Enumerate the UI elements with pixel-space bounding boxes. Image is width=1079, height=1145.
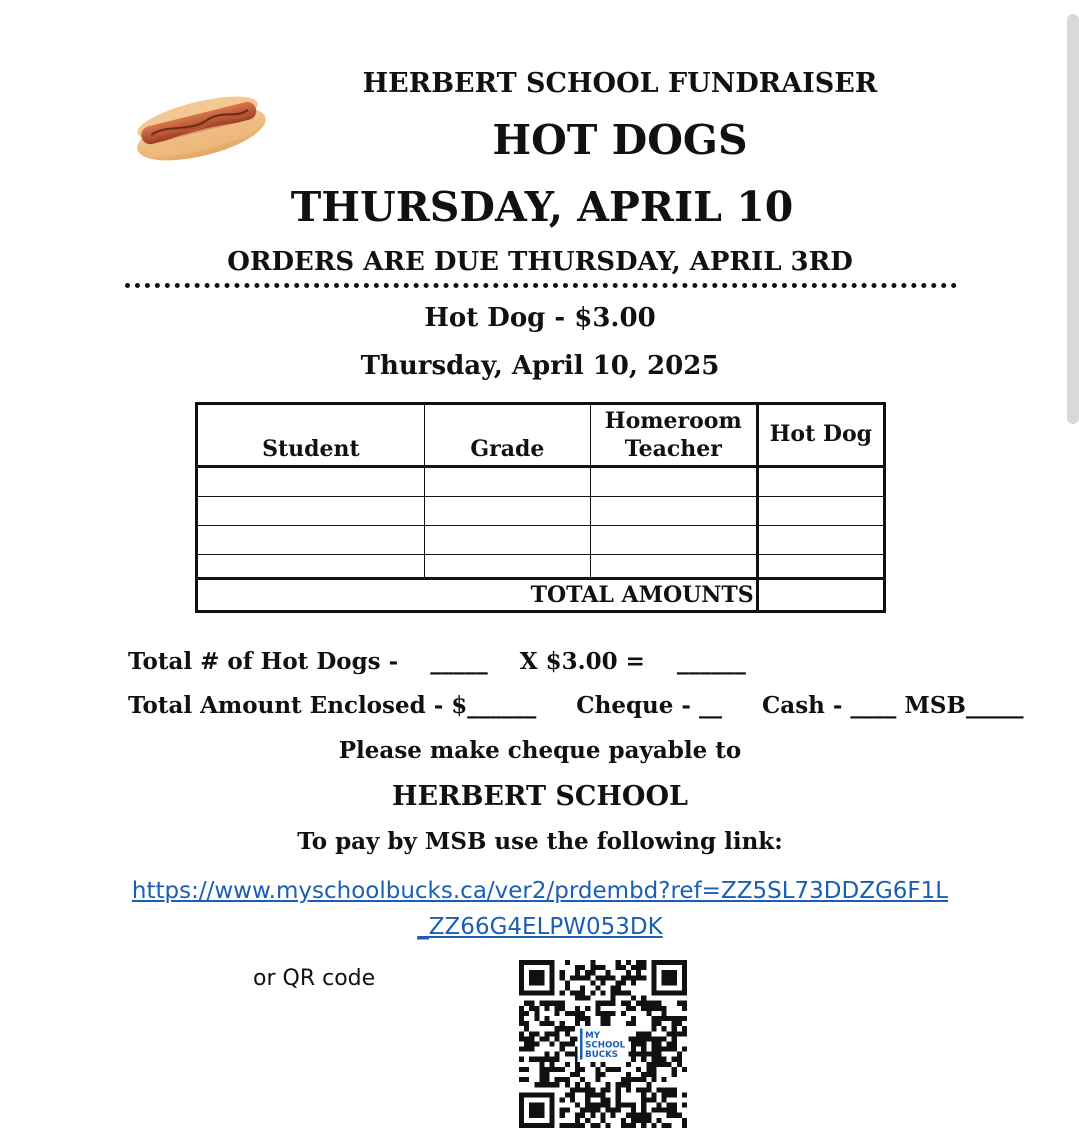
header-homeroom-line1: Homeroom	[604, 408, 742, 434]
table-row	[197, 526, 885, 555]
cell-teacher[interactable]	[590, 555, 757, 579]
table-row	[197, 467, 885, 497]
header-grade: Grade	[424, 404, 590, 467]
cheque-note: Please make cheque payable to	[338, 737, 742, 764]
cell-grade[interactable]	[424, 526, 590, 555]
total-row	[197, 579, 885, 612]
qr-logo-my: MY	[585, 1030, 601, 1041]
payee-name: HERBERT SCHOOL	[392, 781, 688, 812]
cell-hot-dog[interactable]	[757, 555, 884, 579]
cell-hot-dog[interactable]	[757, 467, 884, 497]
qr-logo-school: SCHOOL	[585, 1040, 626, 1051]
msb-note: To pay by MSB use the following link:	[297, 828, 783, 855]
header-student: Student	[197, 404, 425, 467]
cell-grade[interactable]	[424, 555, 590, 579]
total-amount-enclosed-line: Total Amount Enclosed - $______ Cheque - __ Cash - ____ MSB_____	[128, 692, 1024, 719]
hotdog-icon	[128, 78, 270, 170]
qr-logo-bucks: BUCKS	[585, 1050, 619, 1061]
table-row	[197, 497, 885, 526]
cell-hot-dog[interactable]	[757, 497, 884, 526]
cell-teacher[interactable]	[590, 526, 757, 555]
qr-code-icon[interactable]	[519, 960, 687, 1128]
header-due-date: ORDERS ARE DUE THURSDAY, APRIL 3RD	[227, 247, 853, 277]
table-row	[197, 555, 885, 579]
cell-hot-dog[interactable]	[757, 526, 884, 555]
header-homeroom-line2: Teacher	[624, 436, 722, 462]
cell-student[interactable]	[197, 526, 425, 555]
msb-link-line2[interactable]: _ZZ66G4ELPW053DK	[417, 914, 663, 940]
cell-student[interactable]	[197, 555, 425, 579]
cell-grade[interactable]	[424, 497, 590, 526]
dotted-divider	[125, 283, 957, 288]
cell-teacher[interactable]	[590, 497, 757, 526]
header-hot-dogs: HOT DOGS	[492, 116, 748, 164]
header-homeroom-teacher	[590, 404, 757, 467]
scrollbar[interactable]	[1067, 14, 1079, 424]
header-fundraiser: HERBERT SCHOOL FUNDRAISER	[362, 68, 878, 99]
order-table	[195, 402, 886, 613]
total-amounts-label: TOTAL AMOUNTS	[197, 579, 758, 612]
table-header-row	[197, 404, 885, 467]
cell-student[interactable]	[197, 467, 425, 497]
price-line: Hot Dog - $3.00	[424, 303, 656, 333]
header-event-date: THURSDAY, APRIL 10	[290, 183, 794, 231]
header-hot-dog: Hot Dog	[757, 404, 884, 467]
msb-link-line1[interactable]: https://www.myschoolbucks.ca/ver2/prdembd?ref=ZZ5SL73DDZG6F1L	[131, 878, 949, 904]
qr-label: or QR code	[253, 966, 376, 991]
total-hot-dogs-line: Total # of Hot Dogs - _____ X $3.00 = ______	[128, 648, 746, 675]
total-amounts-cell[interactable]	[757, 579, 884, 612]
date-line: Thursday, April 10, 2025	[360, 351, 720, 381]
cell-grade[interactable]	[424, 467, 590, 497]
cell-teacher[interactable]	[590, 467, 757, 497]
cell-student[interactable]	[197, 497, 425, 526]
